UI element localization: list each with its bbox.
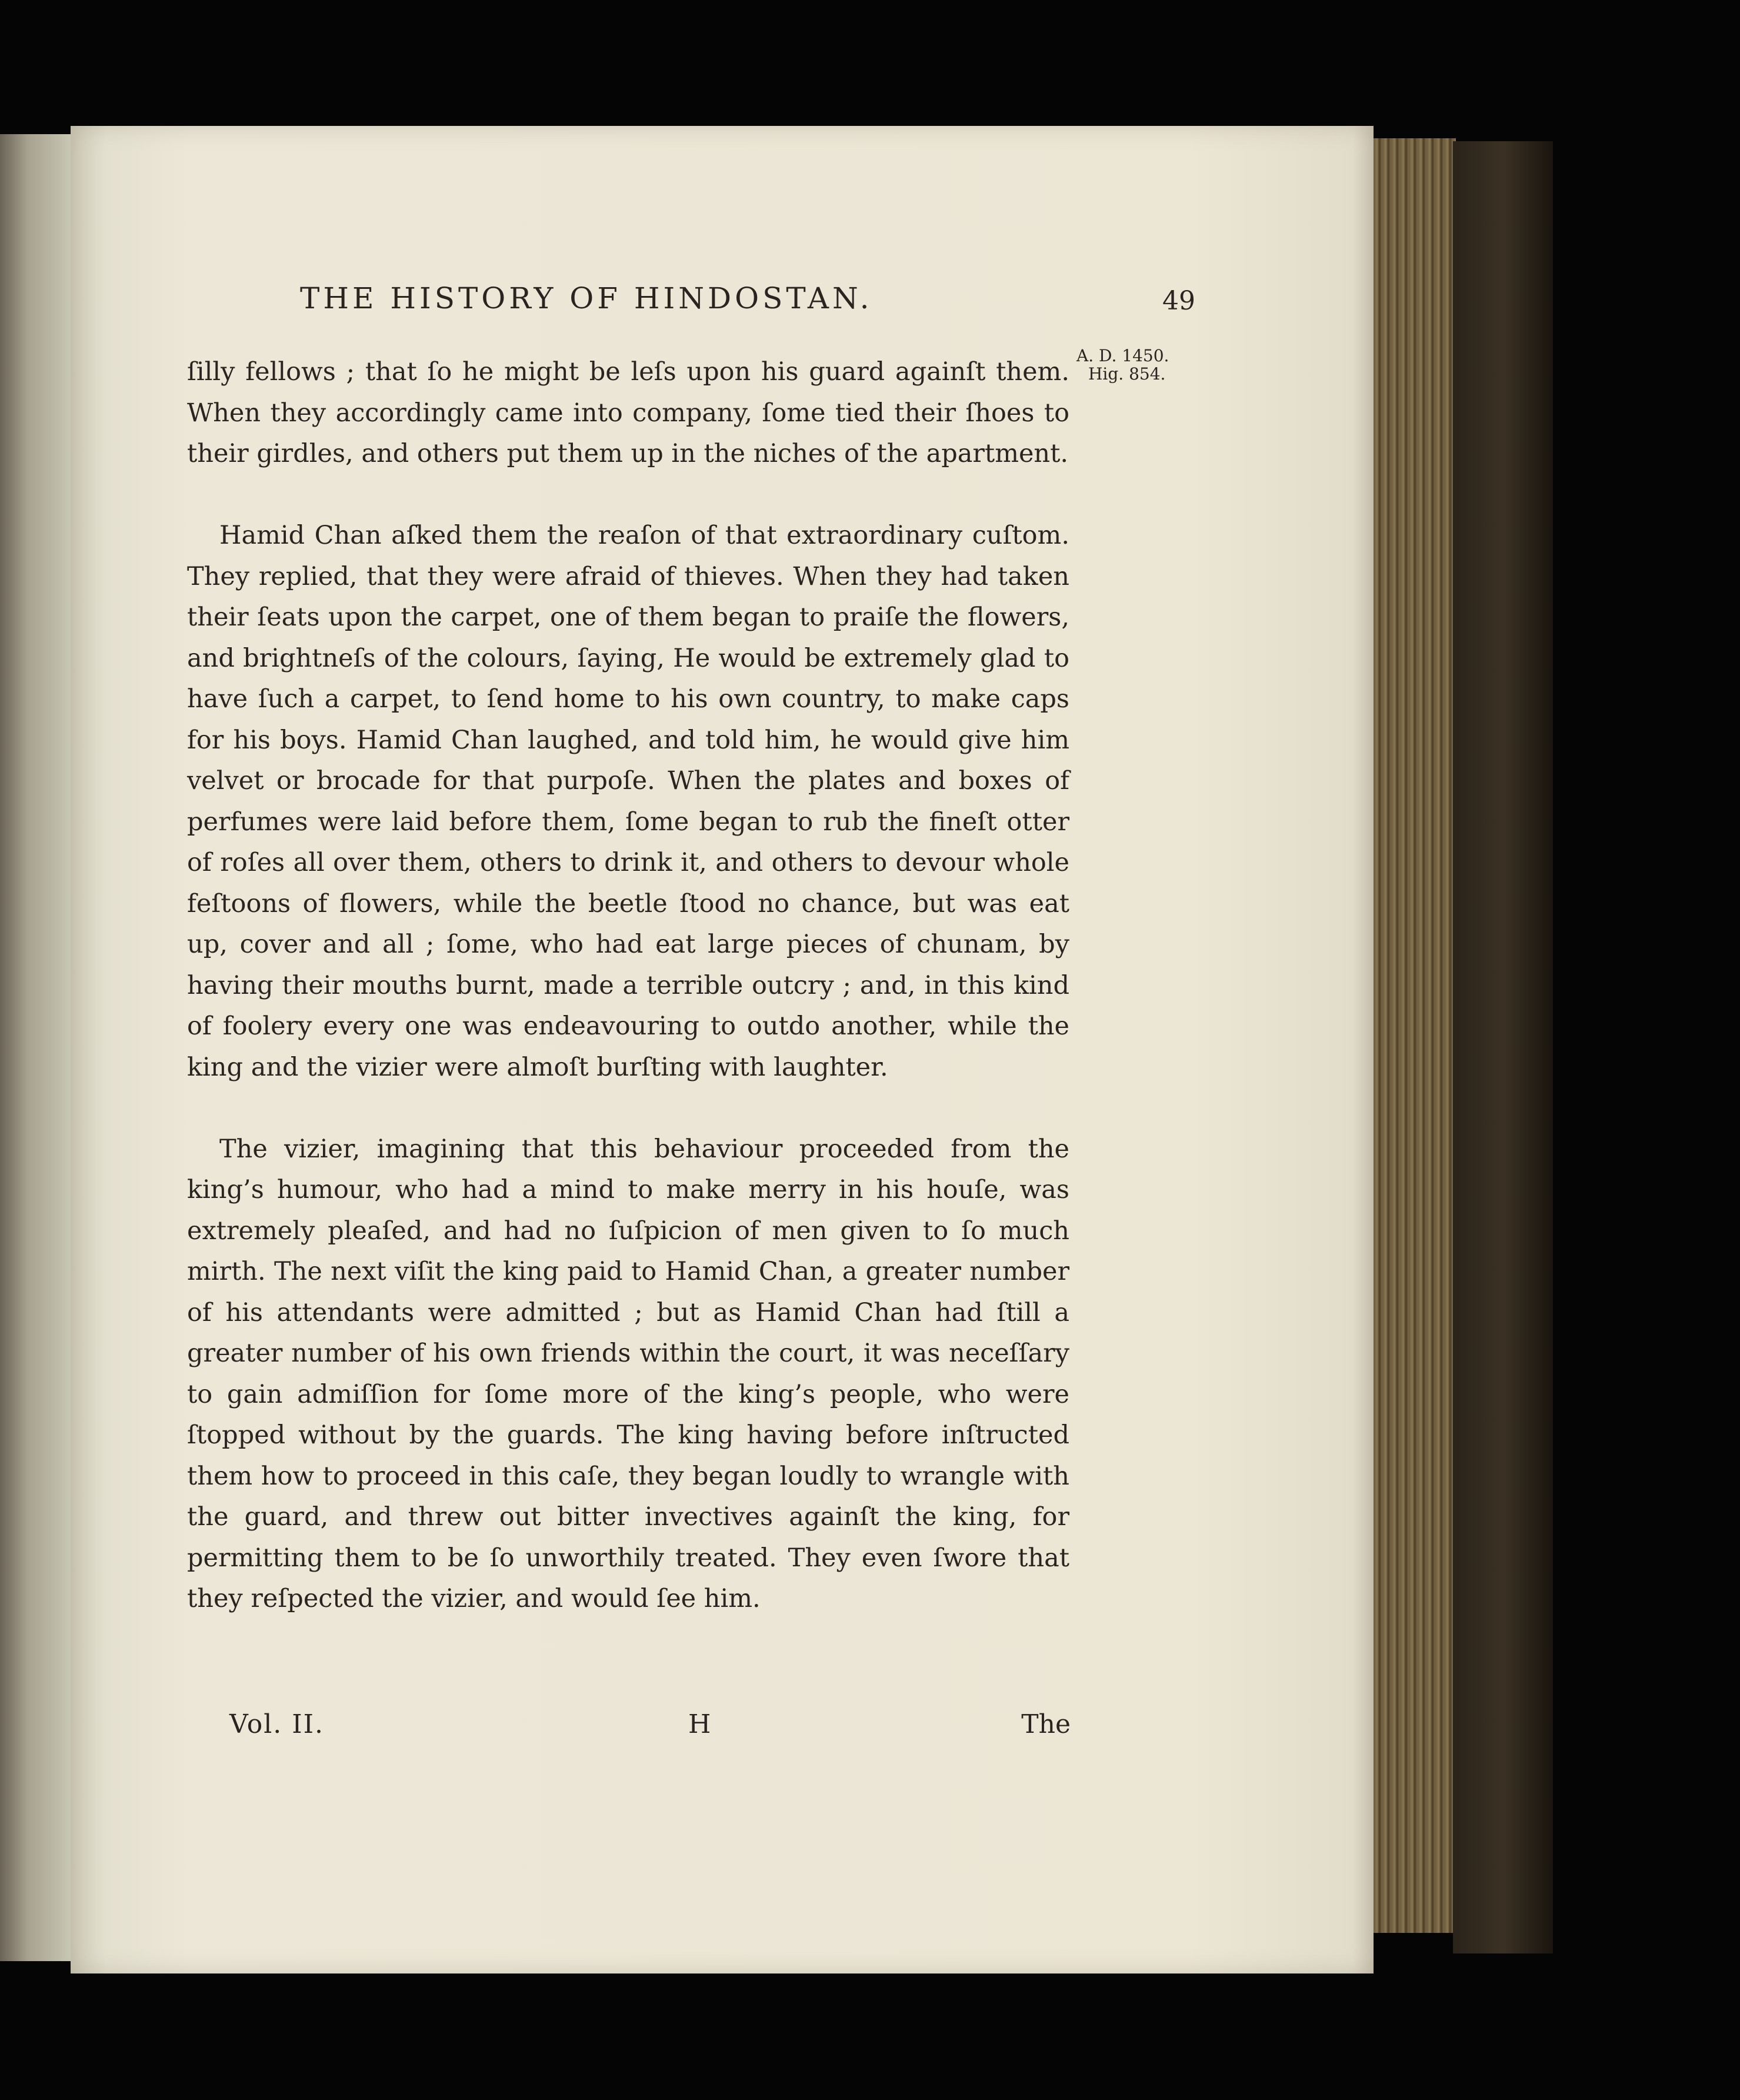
page-footer xyxy=(224,1709,1071,1745)
catchword: The xyxy=(1021,1709,1071,1739)
paragraph: The vizier, imagining that this behaviour proceeded from the king’s humour, who had a mind to make merry in his houſe, was extremely pleaſed, and had no ſuſpicion of men given to ſo much mirth. The next viſit the king paid to Hamid Chan, a greater number of his attendants were admitted ; but as Hamid Chan had ſtill a greater number of his own friends within the court, it was neceſſary to gain admiſſion for ſome more of the king’s people, who were ſtopped without by the guards. The king having before inſtructed them how to proceed in this caſe, they began loudly to wrangle with the guard, and threw out bitter invectives againſt the king, for permitting them to be ſo unworthily treated. They even ſwore that they reſpected the vizier, and would ſee him. xyxy=(187,1134,1069,1613)
paragraph-continued: ſilly fellows ; that ſo he might be leſs upon his guard againſt them. When they accordingly came into company, ſome tied their ſhoes to their girdles, and others put them up in the niches of the apartment. xyxy=(187,357,1069,468)
running-title: THE HISTORY OF HINDOSTAN. xyxy=(300,281,873,315)
margin-note-ad: A. D. 1450. xyxy=(1076,346,1169,365)
paragraph: Hamid Chan aſked them the reaſon of that extraordinary cuſtom. They replied, that they were afraid of thieves. When they had taken their ſeats upon the carpet, one of them began to praiſe the flowers, and brightneſs of the colours, ſaying, He would be extremely glad to have ſuch a carpet, to ſend home to his own country, to make caps for his boys. Hamid Chan laughed, and told him, he would give him velvet or brocade for that purpoſe. When the plates and boxes of perfumes were laid before them, ſome began to rub the fineſt otter of roſes all over them, others to drink it, and others to devour whole feſtoons of flowers, while the beetle ſtood no chance, but was eat up, cover and all ; ſome, who had eat large pieces of chunam, by having their mouths burnt, made a terrible outcry ; and, in this kind of foolery every one was endeavouring to outdo another, while the king and the vizier were almoſt burſting with laughter. xyxy=(187,521,1069,1082)
body-text xyxy=(187,352,1069,1620)
margin-date-note xyxy=(1076,347,1206,384)
volume-label: Vol. II. xyxy=(229,1709,325,1739)
margin-note-hig: Hig. 854. xyxy=(1088,364,1166,384)
signature-mark: H xyxy=(688,1709,711,1739)
page-number: 49 xyxy=(1162,286,1195,316)
